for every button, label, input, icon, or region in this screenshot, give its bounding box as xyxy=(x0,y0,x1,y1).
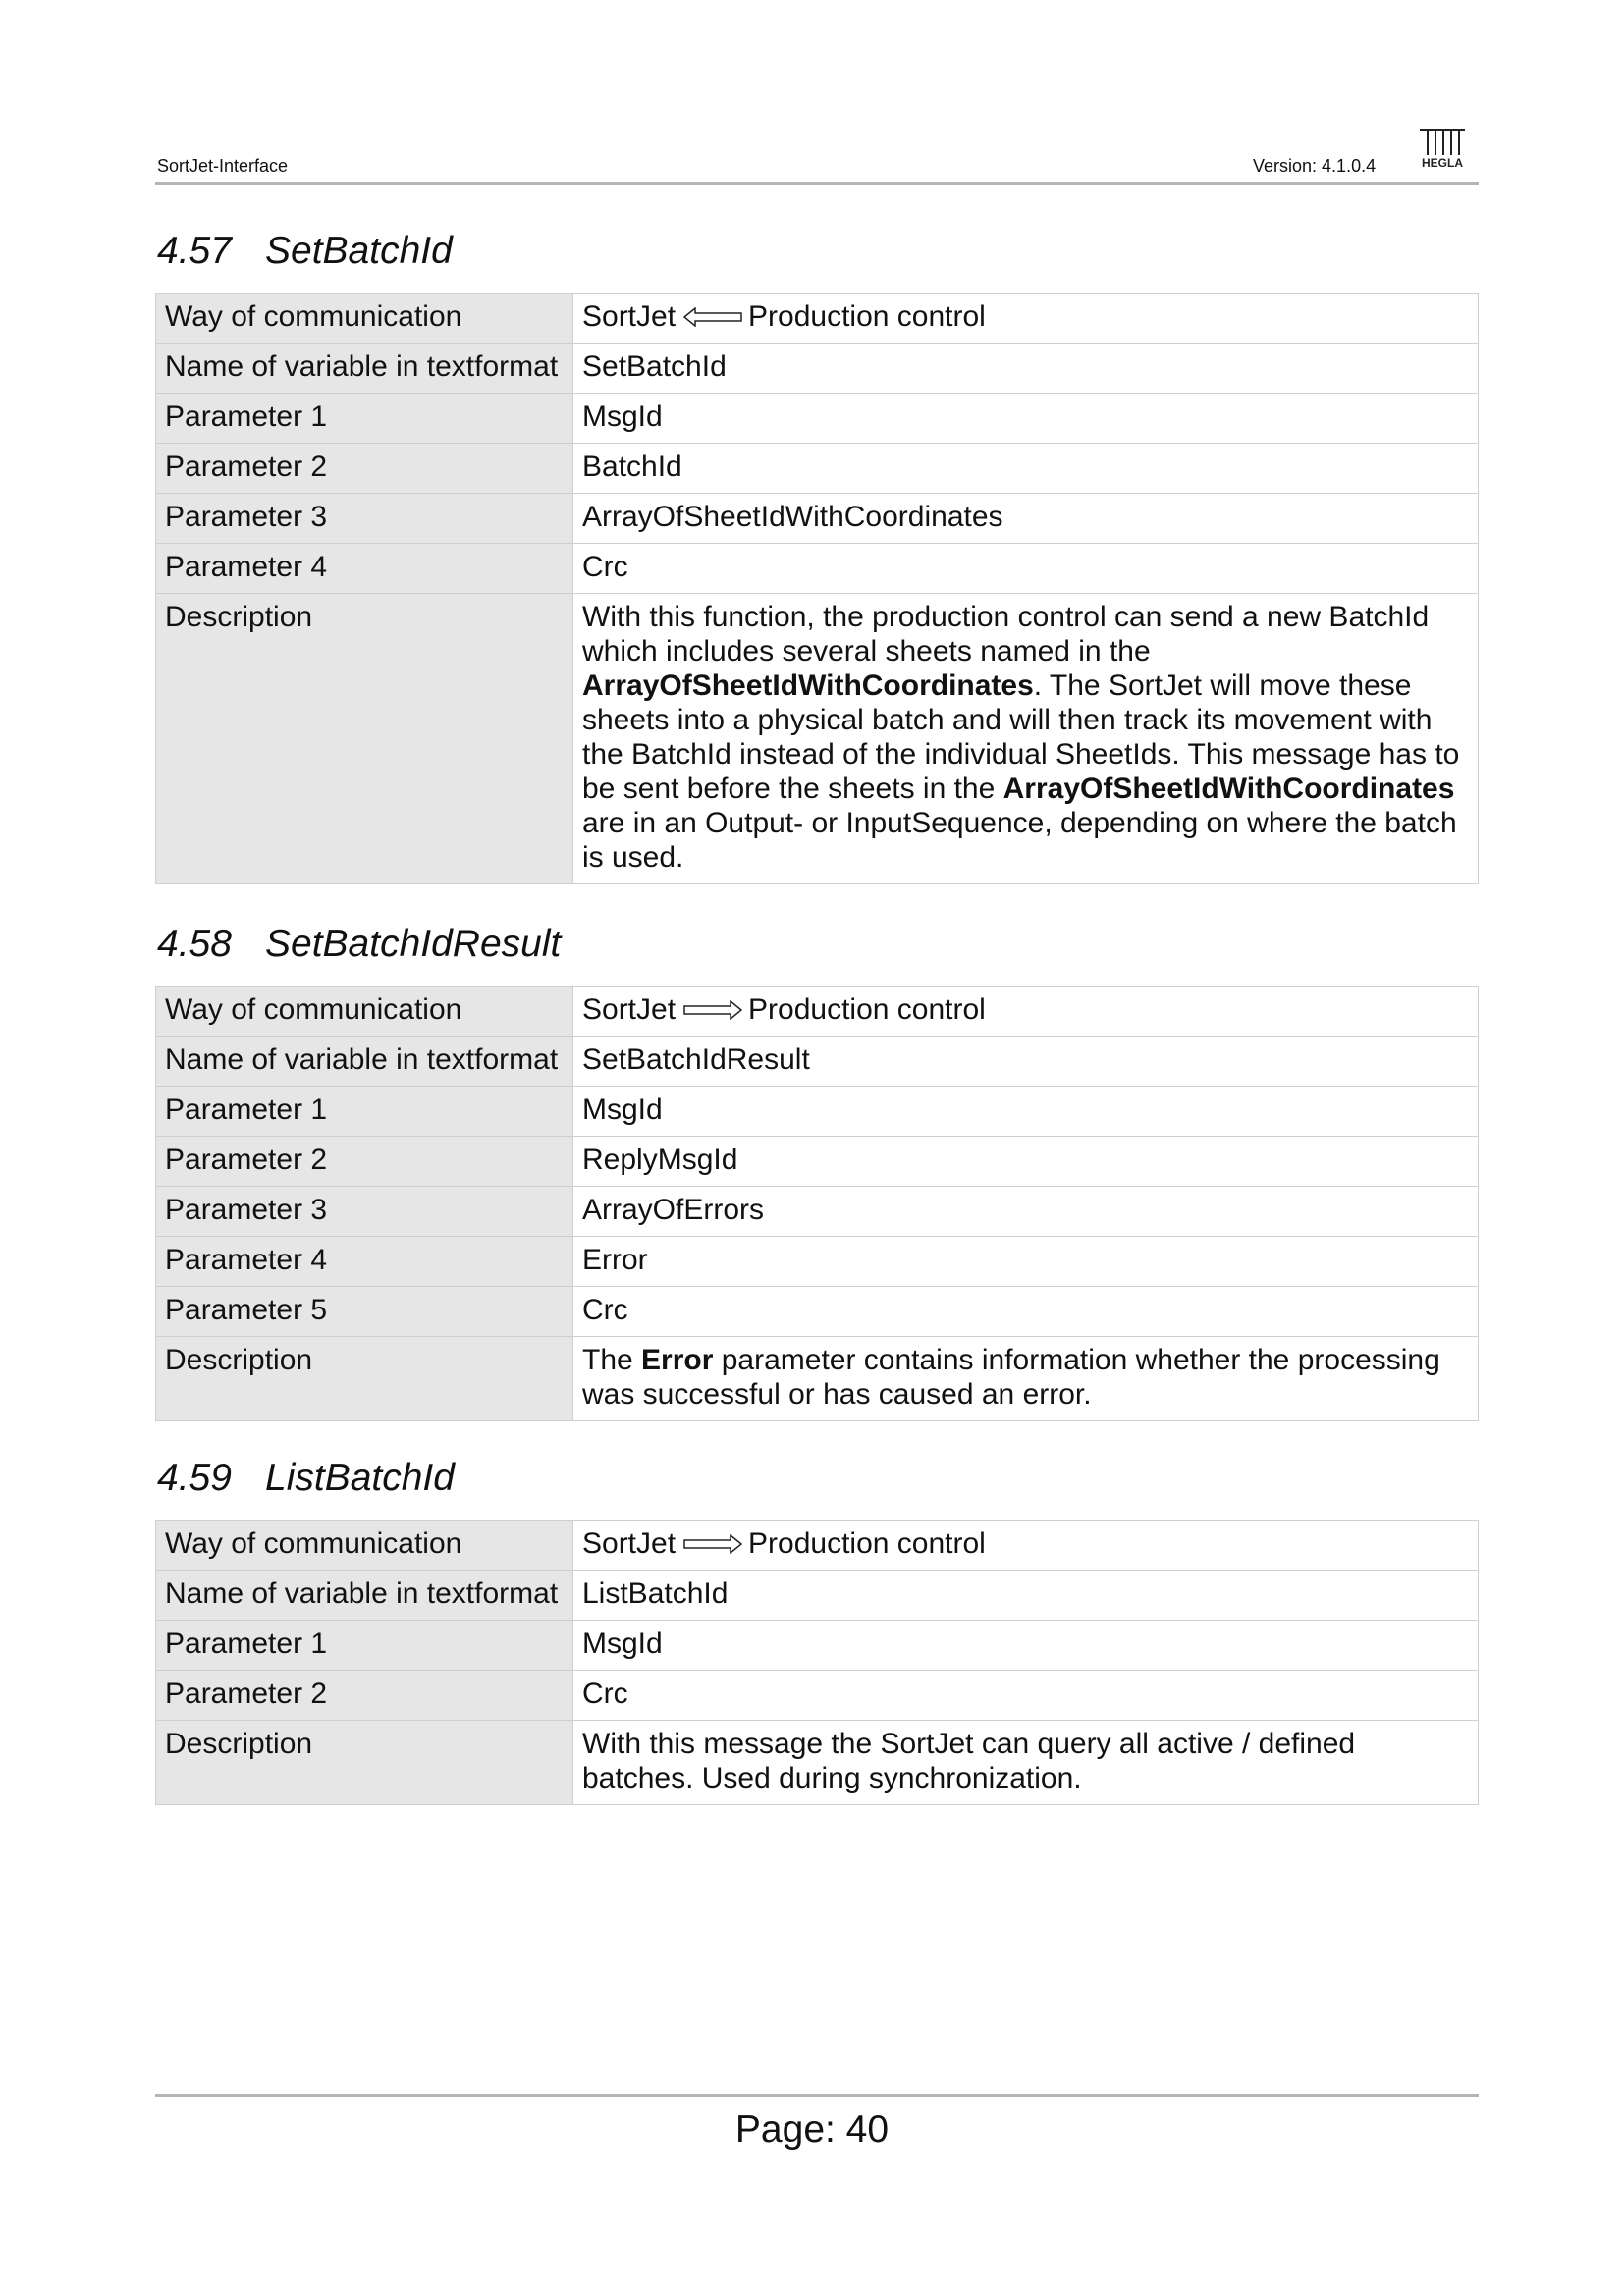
description-bold: ArrayOfSheetIdWithCoordinates xyxy=(1002,773,1455,805)
comm-to: Production control xyxy=(748,300,986,333)
table-row xyxy=(156,1571,1479,1621)
comm-from: SortJet xyxy=(582,1527,677,1560)
row-value: SetBatchIdResult xyxy=(573,1037,1479,1087)
left-arrow-icon xyxy=(683,307,742,327)
comm-to: Production control xyxy=(748,993,986,1026)
row-value: SetBatchId xyxy=(573,344,1479,394)
page-header xyxy=(155,126,1479,179)
row-value: MsgId xyxy=(573,1087,1479,1137)
row-key: Parameter 1 xyxy=(156,1087,573,1137)
row-key: Parameter 1 xyxy=(156,1621,573,1671)
section-title: ListBatchId xyxy=(265,1457,455,1499)
section-setbatchid xyxy=(155,228,1479,884)
spec-table xyxy=(155,293,1479,884)
version-label: Version: 4.1.0.4 xyxy=(1253,156,1377,176)
table-row xyxy=(156,294,1479,344)
document-name: SortJet-Interface xyxy=(157,156,289,176)
row-key: Name of variable in textformat xyxy=(156,1571,573,1621)
row-value: ListBatchId xyxy=(573,1571,1479,1621)
row-key: Way of communication xyxy=(156,294,573,344)
section-number: 4.58 xyxy=(157,923,232,965)
row-key: Description xyxy=(156,1721,573,1805)
communication-direction xyxy=(573,987,1479,1037)
right-arrow-icon xyxy=(683,1534,742,1554)
row-key: Parameter 4 xyxy=(156,544,573,594)
table-row xyxy=(156,594,1479,884)
section-listbatchid xyxy=(155,1455,1479,1805)
row-key: Parameter 2 xyxy=(156,1671,573,1721)
table-row xyxy=(156,1137,1479,1187)
communication-direction xyxy=(573,294,1479,344)
row-value: ArrayOfSheetIdWithCoordinates xyxy=(573,494,1479,544)
table-row xyxy=(156,1287,1479,1337)
footer-rule xyxy=(155,2094,1479,2097)
communication-direction xyxy=(573,1521,1479,1571)
table-row xyxy=(156,1237,1479,1287)
section-number: 4.59 xyxy=(157,1457,232,1499)
page-number: Page: 40 xyxy=(734,2109,890,2151)
table-row xyxy=(156,1087,1479,1137)
row-key: Description xyxy=(156,594,573,884)
table-row xyxy=(156,1721,1479,1805)
row-value: ReplyMsgId xyxy=(573,1137,1479,1187)
description-bold: Error xyxy=(641,1344,714,1376)
row-key: Way of communication xyxy=(156,987,573,1037)
spec-table xyxy=(155,986,1479,1421)
row-value: Crc xyxy=(573,1287,1479,1337)
table-row xyxy=(156,494,1479,544)
table-row xyxy=(156,544,1479,594)
description-part: The xyxy=(582,1344,642,1376)
table-row xyxy=(156,1521,1479,1571)
hegla-logo xyxy=(1414,126,1471,169)
description-part: parameter contains information whether the processing was successful or has caused an error. xyxy=(582,1344,1440,1411)
section-heading xyxy=(157,1455,1479,1502)
section-title: SetBatchIdResult xyxy=(265,923,562,965)
row-value: Crc xyxy=(573,1671,1479,1721)
logo-text: HEGLA xyxy=(1422,156,1463,169)
row-key: Parameter 5 xyxy=(156,1287,573,1337)
table-row xyxy=(156,1337,1479,1421)
comm-from: SortJet xyxy=(582,300,677,333)
row-value: MsgId xyxy=(573,1621,1479,1671)
row-key: Parameter 3 xyxy=(156,494,573,544)
table-row xyxy=(156,1621,1479,1671)
row-key: Parameter 2 xyxy=(156,444,573,494)
description-text: With this message the SortJet can query all active / defined batches. Used during synchronization. xyxy=(573,1721,1479,1805)
table-row xyxy=(156,1671,1479,1721)
section-heading xyxy=(157,921,1479,968)
row-value: ArrayOfErrors xyxy=(573,1187,1479,1237)
section-setbatchidresult xyxy=(155,921,1479,1421)
row-key: Parameter 3 xyxy=(156,1187,573,1237)
description-text xyxy=(573,594,1479,884)
section-heading xyxy=(157,228,1479,275)
description-bold: ArrayOfSheetIdWithCoordinates xyxy=(582,669,1034,702)
table-row xyxy=(156,987,1479,1037)
row-key: Description xyxy=(156,1337,573,1421)
spec-table xyxy=(155,1520,1479,1805)
row-key: Way of communication xyxy=(156,1521,573,1571)
header-rule xyxy=(155,182,1479,185)
description-part: . The SortJet will move these sheets into a physical batch and will then track its movement with the BatchId instead of the individual SheetIds. This message has to be sent before the sheets in the xyxy=(582,669,1460,805)
table-row xyxy=(156,444,1479,494)
row-value: MsgId xyxy=(573,394,1479,444)
row-key: Name of variable in textformat xyxy=(156,344,573,394)
table-row xyxy=(156,344,1479,394)
comm-from: SortJet xyxy=(582,993,677,1026)
table-row xyxy=(156,1037,1479,1087)
description-part: With this function, the production control can send a new BatchId which includes several sheets named in the xyxy=(582,601,1430,667)
row-key: Name of variable in textformat xyxy=(156,1037,573,1087)
row-key: Parameter 4 xyxy=(156,1237,573,1287)
description-text xyxy=(573,1337,1479,1421)
table-row xyxy=(156,1187,1479,1237)
row-value: Error xyxy=(573,1237,1479,1287)
section-number: 4.57 xyxy=(157,230,232,272)
table-row xyxy=(156,394,1479,444)
row-value: BatchId xyxy=(573,444,1479,494)
right-arrow-icon xyxy=(683,1000,742,1020)
comm-to: Production control xyxy=(748,1527,986,1560)
row-key: Parameter 1 xyxy=(156,394,573,444)
row-key: Parameter 2 xyxy=(156,1137,573,1187)
row-value: Crc xyxy=(573,544,1479,594)
description-part: are in an Output- or InputSequence, depending on where the batch is used. xyxy=(582,807,1457,874)
section-title: SetBatchId xyxy=(265,230,453,272)
